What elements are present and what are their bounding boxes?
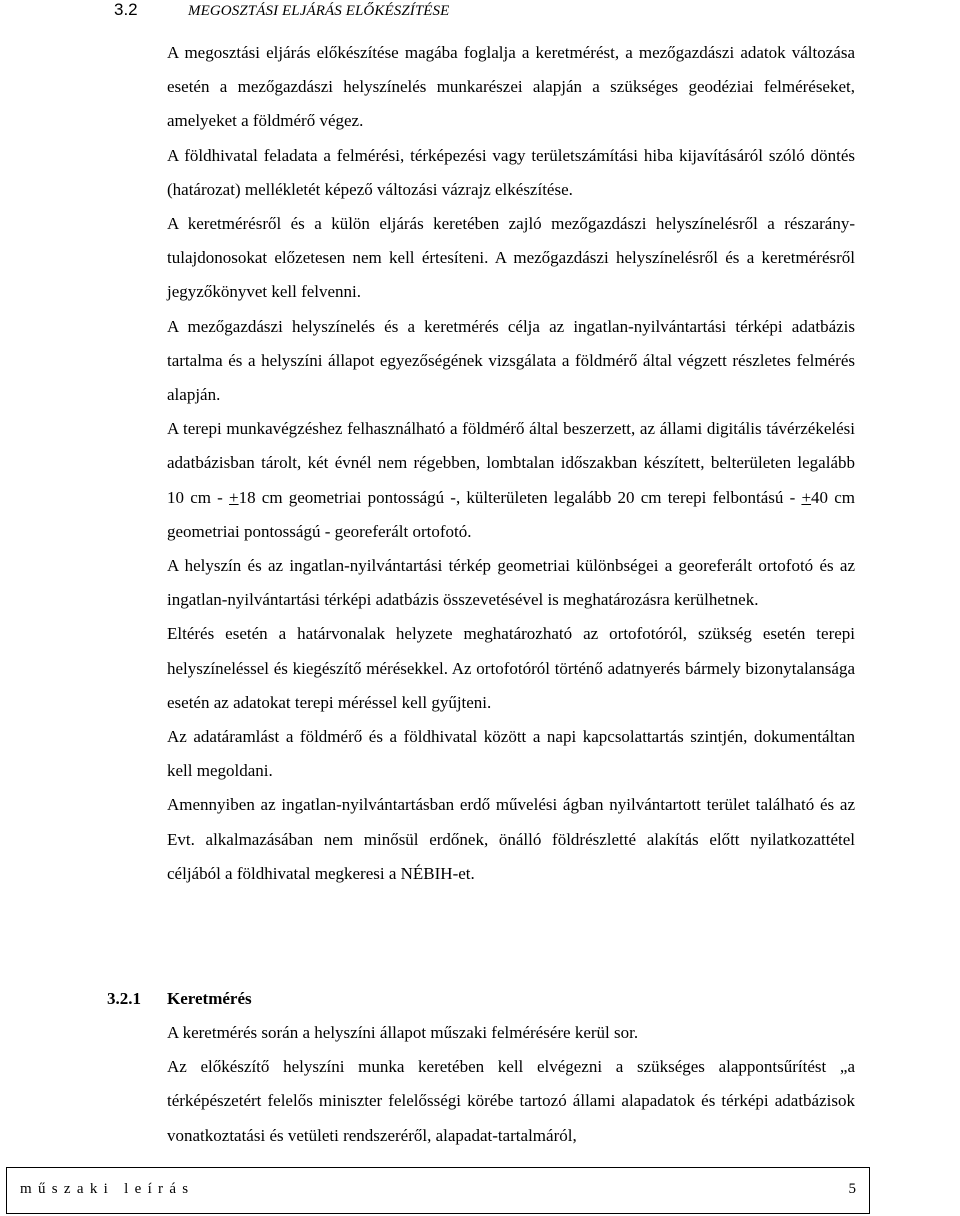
subsection-number: 3.2.1: [107, 989, 141, 1008]
section-title: MEGOSZTÁSI ELJÁRÁS ELŐKÉSZÍTÉSE: [188, 3, 450, 19]
paragraph: Az előkészítő helyszíni munka keretében kell elvégezni a szükséges alappontsűrítést „a térképészetért felelős miniszter felelősségi körébe tartozó állami alapadatok és térképi adatbázisok vonatkoztatási és vetületi rendszeréről, alapadat-tartalmáról,: [167, 1057, 855, 1145]
subsection-keretmeres: [107, 982, 855, 1153]
subsection-heading: [107, 982, 855, 1016]
paragraph: A megosztási eljárás előkészítése magába foglalja a keretmérést, a mezőgazdászi adatok változása esetén a mezőgazdászi helyszínelés munkarészei alapján a szükséges geodéziai felméréseket, amelyeket a földmérő végez.: [167, 43, 855, 131]
paragraph: Eltérés esetén a határvonalak helyzete meghatározható az ortofotóról, szükség esetén terepi helyszíneléssel és kiegészítő mérésekkel. Az ortofotóról történő adatnyerés bármely bizonytalansága esetén az adatokat terepi méréssel kell gyűjteni.: [167, 624, 855, 712]
paragraph: Az adatáramlást a földmérő és a földhivatal között a napi kapcsolattartás szintjén, dokumentáltan kell megoldani.: [167, 727, 855, 781]
paragraph: A keretmérésről és a külön eljárás keretében zajló mezőgazdászi helyszínelésről a részarány-tulajdonosokat előzetesen nem kell értesíteni. A mezőgazdászi helyszínelésről és a keretmérésről jegyzőkönyvet kell felvenni.: [167, 214, 855, 302]
plus-minus-sign: +: [229, 487, 239, 507]
subsection-body: [167, 1016, 855, 1153]
body-text: [167, 36, 855, 891]
paragraph: Amennyiben az ingatlan-nyilvántartásban erdő művelési ágban nyilvántartott terület található és az Evt. alkalmazásában nem minősül erdőnek, önálló földrészletté alakítás előtt nyilatkozattétel céljából a földhivatal megkeresi a NÉBIH-et.: [167, 795, 855, 883]
ortho-paragraph: [167, 412, 855, 549]
plus-minus-sign: +: [801, 487, 812, 507]
page-number: 5: [848, 1181, 856, 1197]
paragraph: A mezőgazdászi helyszínelés és a keretmérés célja az ingatlan-nyilvántartási térképi adatbázis tartalma és a helyszíni állapot egyezőségének vizsgálata a földmérő által végzett részletes felmérés alapján.: [167, 316, 855, 405]
paragraph: A helyszín és az ingatlan-nyilvántartási térkép geometriai különbségei a georeferált ortofotó és az ingatlan-nyilvántartási térképi adatbázis összevetésével is meghatározásra kerülhetnek.: [167, 556, 855, 610]
paragraph: A keretmérés során a helyszíni állapot műszaki felmérésére kerül sor.: [167, 1023, 639, 1042]
ortho-text-3: 40 cm geometriai pontosságú - georeferált ortofotó.: [167, 487, 855, 541]
ortho-text-2: 18 cm geometriai pontosságú -, külterületen legalább 20 cm terepi felbontású -: [238, 487, 802, 507]
paragraph: A földhivatal feladata a felmérési, térképezési vagy területszámítási hiba kijavításáról szóló döntés (határozat) mellékletét képező változási vázrajz elkészítése.: [167, 145, 855, 199]
section-number: 3.2: [114, 0, 138, 19]
ortho-text-1: A terepi munkavégzéshez felhasználható a földmérő által beszerzett, az állami digitális távérzékelési adatbázisban tárolt, két évnél nem régebben, lombtalan időszakban készített, belterületen legalább 10 cm -: [167, 419, 855, 507]
subsection-title: Keretmérés: [167, 989, 252, 1008]
footer-label: műszaki leírás: [20, 1181, 195, 1197]
page-footer: [6, 1167, 870, 1214]
section-heading: [114, 0, 449, 21]
